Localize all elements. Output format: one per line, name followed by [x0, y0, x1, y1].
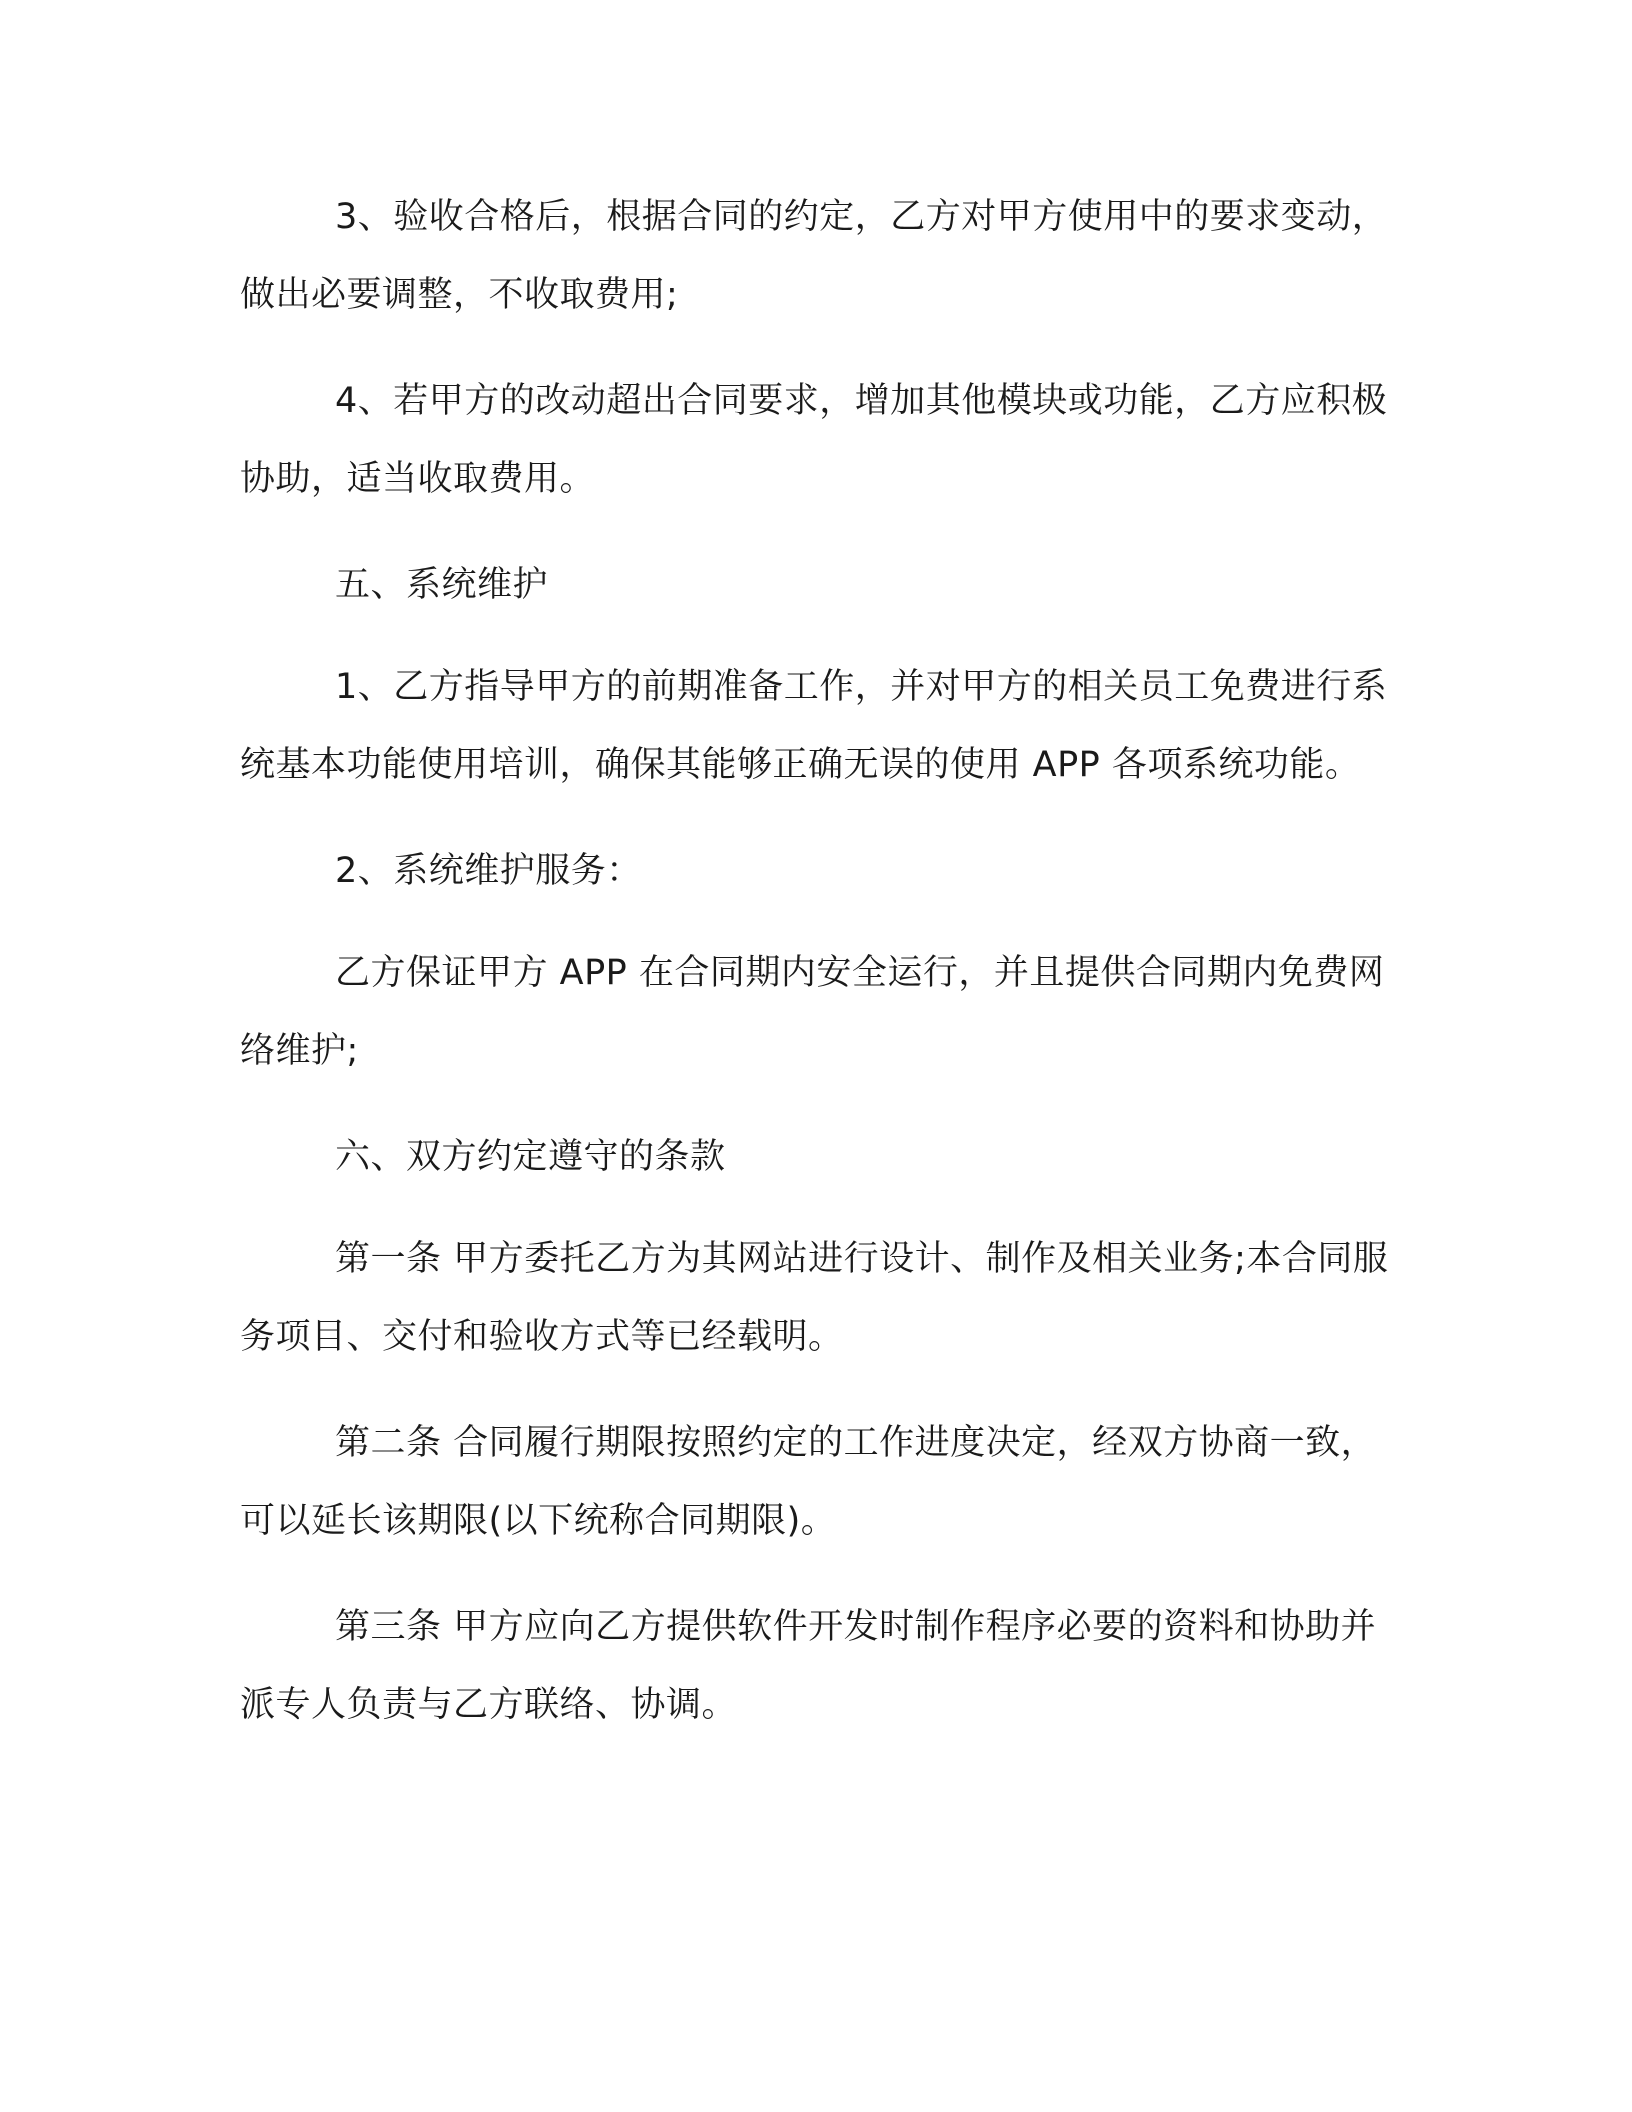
- paragraph-article-one: 第一条 甲方委托乙方为其网站进行设计、制作及相关业务;本合同服务项目、交付和验收方式等已经载明。: [240, 1239, 1389, 1357]
- paragraph-training: 1、乙方指导甲方的前期准备工作，并对甲方的相关员工免费进行系统基本功能使用培训，确保其能够正确无误的使用 APP 各项系统功能。: [240, 667, 1388, 785]
- document-body: [240, 178, 1402, 1772]
- subheading-maintenance-service: 2、系统维护服务：: [335, 851, 642, 891]
- paragraph-article-three: 第三条 甲方应向乙方提供软件开发时制作程序必要的资料和协助并派专人负责与乙方联络、协调。: [240, 1607, 1377, 1725]
- paragraph-change-beyond-contract: 4、若甲方的改动超出合同要求，增加其他模块或功能，乙方应积极协助，适当收取费用。: [240, 381, 1388, 499]
- section-heading-system-maintenance: 五、系统维护: [335, 565, 549, 605]
- paragraph-article-two: 第二条 合同履行期限按照约定的工作进度决定，经双方协商一致，可以延长该期限(以下统称合同期限)。: [240, 1423, 1377, 1541]
- paragraph-maintenance-guarantee: 乙方保证甲方 APP 在合同期内安全运行，并且提供合同期内免费网络维护;: [240, 953, 1385, 1071]
- section-heading-agreed-terms: 六、双方约定遵守的条款: [335, 1137, 726, 1177]
- paragraph-acceptance-adjustment: 3、验收合格后，根据合同的约定，乙方对甲方使用中的要求变动，做出必要调整，不收取费用;: [240, 197, 1388, 315]
